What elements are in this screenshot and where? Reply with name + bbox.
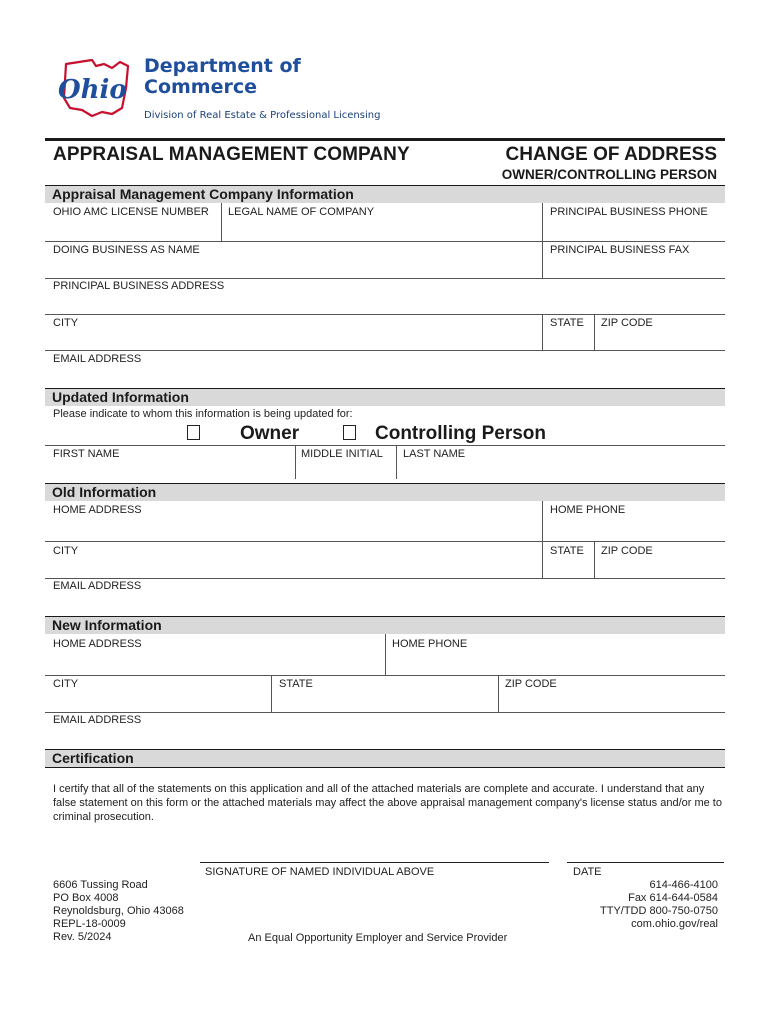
section-bar-updated xyxy=(45,388,725,406)
section-bar-company xyxy=(45,185,725,203)
new-city-label: CITY xyxy=(53,678,79,690)
first-name-field[interactable] xyxy=(53,460,293,479)
last-name-label: LAST NAME xyxy=(403,448,466,460)
old-email-label: EMAIL ADDRESS xyxy=(53,580,142,592)
new-zip-label: ZIP CODE xyxy=(505,678,557,690)
section-bar-new xyxy=(45,616,725,634)
company-city-field[interactable] xyxy=(53,329,540,349)
row-divider xyxy=(45,712,725,713)
company-zip-field[interactable] xyxy=(596,329,723,349)
signature-line xyxy=(200,862,549,863)
dba-label: DOING BUSINESS AS NAME xyxy=(53,244,200,256)
new-home-address-label: HOME ADDRESS xyxy=(53,638,142,650)
footer-tty: TTY/TDD 800-750-0750 xyxy=(600,905,718,917)
footer-street: 6606 Tussing Road xyxy=(53,879,148,891)
new-zip-field[interactable] xyxy=(500,691,723,711)
business-phone-field[interactable] xyxy=(544,219,724,241)
owner-checkbox[interactable] xyxy=(187,425,200,440)
dba-field[interactable] xyxy=(53,256,540,278)
section-heading-old: Old Information xyxy=(52,484,157,500)
old-zip-label: ZIP CODE xyxy=(601,545,653,557)
footer-website[interactable]: com.ohio.gov/real xyxy=(631,918,718,930)
divider xyxy=(221,203,222,242)
certification-statement: I certify that all of the statements on this application and all of the attached materials are complete and accurate. I understand that any false statement on this form or the attached materials may affect the above appraisal management company's license status and/or me to criminal prosecution. xyxy=(53,783,722,823)
old-state-label: STATE xyxy=(550,545,584,557)
row-divider xyxy=(45,578,725,579)
row-divider xyxy=(45,767,725,768)
new-email-field[interactable] xyxy=(53,727,723,747)
company-city-label: CITY xyxy=(53,317,79,329)
company-zip-label: ZIP CODE xyxy=(601,317,653,329)
divider xyxy=(295,445,296,479)
new-home-phone-label: HOME PHONE xyxy=(392,638,468,650)
old-home-phone-field[interactable] xyxy=(544,517,724,540)
equal-opportunity-note: An Equal Opportunity Employer and Service Provider xyxy=(248,932,508,944)
header-rule xyxy=(45,138,725,141)
date-label: DATE xyxy=(573,866,602,878)
section-bar-old xyxy=(45,483,725,501)
owner-label: Owner xyxy=(240,423,300,444)
row-divider xyxy=(45,278,725,279)
section-bar-certification xyxy=(45,749,725,767)
company-state-label: STATE xyxy=(550,317,584,329)
divider xyxy=(396,445,397,479)
middle-initial-label: MIDDLE INITIAL xyxy=(301,448,383,460)
new-city-field[interactable] xyxy=(53,691,269,711)
footer-po-box: PO Box 4008 xyxy=(53,892,119,904)
new-state-field[interactable] xyxy=(273,691,496,711)
divider xyxy=(498,675,499,712)
ohio-logo xyxy=(52,58,134,118)
first-name-label: FIRST NAME xyxy=(53,448,120,460)
controlling-person-label: Controlling Person xyxy=(375,423,546,444)
middle-initial-field[interactable] xyxy=(297,460,394,479)
business-fax-label: PRINCIPAL BUSINESS FAX xyxy=(550,244,690,256)
company-email-field[interactable] xyxy=(53,365,723,385)
last-name-field[interactable] xyxy=(398,460,723,479)
footer-revision: Rev. 5/2024 xyxy=(53,931,112,943)
signature-label: SIGNATURE OF NAMED INDIVIDUAL ABOVE xyxy=(205,866,435,878)
new-state-label: STATE xyxy=(279,678,313,690)
logo-ohio-text: Ohio xyxy=(58,75,127,105)
footer-form-number: REPL-18-0009 xyxy=(53,918,126,930)
divider xyxy=(594,314,595,350)
business-phone-label: PRINCIPAL BUSINESS PHONE xyxy=(550,206,708,218)
footer-fax: Fax 614-644-0584 xyxy=(628,892,718,904)
division-name: Division of Real Estate & Professional Licensing xyxy=(144,110,381,121)
row-divider xyxy=(45,314,725,315)
row-divider xyxy=(45,241,725,242)
date-line xyxy=(567,862,724,863)
row-divider xyxy=(45,445,725,446)
business-address-field[interactable] xyxy=(53,292,723,314)
controlling-person-checkbox[interactable] xyxy=(343,425,356,440)
divider xyxy=(594,541,595,578)
old-state-field[interactable] xyxy=(544,557,592,577)
date-field[interactable] xyxy=(567,838,724,862)
divider xyxy=(271,675,272,712)
old-home-phone-label: HOME PHONE xyxy=(550,504,626,516)
legal-name-label: LEGAL NAME OF COMPANY xyxy=(228,206,375,218)
footer-contact xyxy=(600,879,718,931)
old-city-field[interactable] xyxy=(53,557,540,577)
divider xyxy=(542,314,543,350)
legal-name-field[interactable] xyxy=(223,219,540,241)
section-heading-updated: Updated Information xyxy=(52,389,189,405)
update-instruction: Please indicate to whom this information is being updated for: xyxy=(53,408,353,420)
business-address-label: PRINCIPAL BUSINESS ADDRESS xyxy=(53,280,225,292)
footer-phone: 614-466-4100 xyxy=(649,879,718,891)
divider xyxy=(542,501,543,578)
new-home-phone-field[interactable] xyxy=(387,651,723,674)
section-heading-certification: Certification xyxy=(52,750,134,766)
old-email-field[interactable] xyxy=(53,593,723,613)
business-fax-field[interactable] xyxy=(544,256,724,278)
department-name xyxy=(144,56,301,98)
row-divider xyxy=(45,350,725,351)
row-divider xyxy=(45,675,725,676)
license-number-label: OHIO AMC LICENSE NUMBER xyxy=(53,206,209,218)
section-heading-company: Appraisal Management Company Information xyxy=(52,186,354,202)
license-number-field[interactable] xyxy=(53,219,219,241)
form-type-title: CHANGE OF ADDRESS xyxy=(505,144,717,165)
dept-line1: Department of xyxy=(144,55,301,77)
new-email-label: EMAIL ADDRESS xyxy=(53,714,142,726)
footer-city: Reynoldsburg, Ohio 43068 xyxy=(53,905,184,917)
divider xyxy=(385,634,386,675)
old-zip-field[interactable] xyxy=(596,557,723,577)
footer-address xyxy=(53,879,184,944)
company-state-field[interactable] xyxy=(544,329,592,349)
signature-field[interactable] xyxy=(200,838,548,862)
company-email-label: EMAIL ADDRESS xyxy=(53,353,142,365)
old-home-address-label: HOME ADDRESS xyxy=(53,504,142,516)
section-heading-new: New Information xyxy=(52,617,162,633)
row-divider xyxy=(45,541,725,542)
old-home-address-field[interactable] xyxy=(53,517,540,540)
old-city-label: CITY xyxy=(53,545,79,557)
form-title: APPRAISAL MANAGEMENT COMPANY xyxy=(53,144,410,165)
dept-line2: Commerce xyxy=(144,76,257,98)
new-home-address-field[interactable] xyxy=(53,651,383,674)
form-subtitle: OWNER/CONTROLLING PERSON xyxy=(501,167,717,182)
